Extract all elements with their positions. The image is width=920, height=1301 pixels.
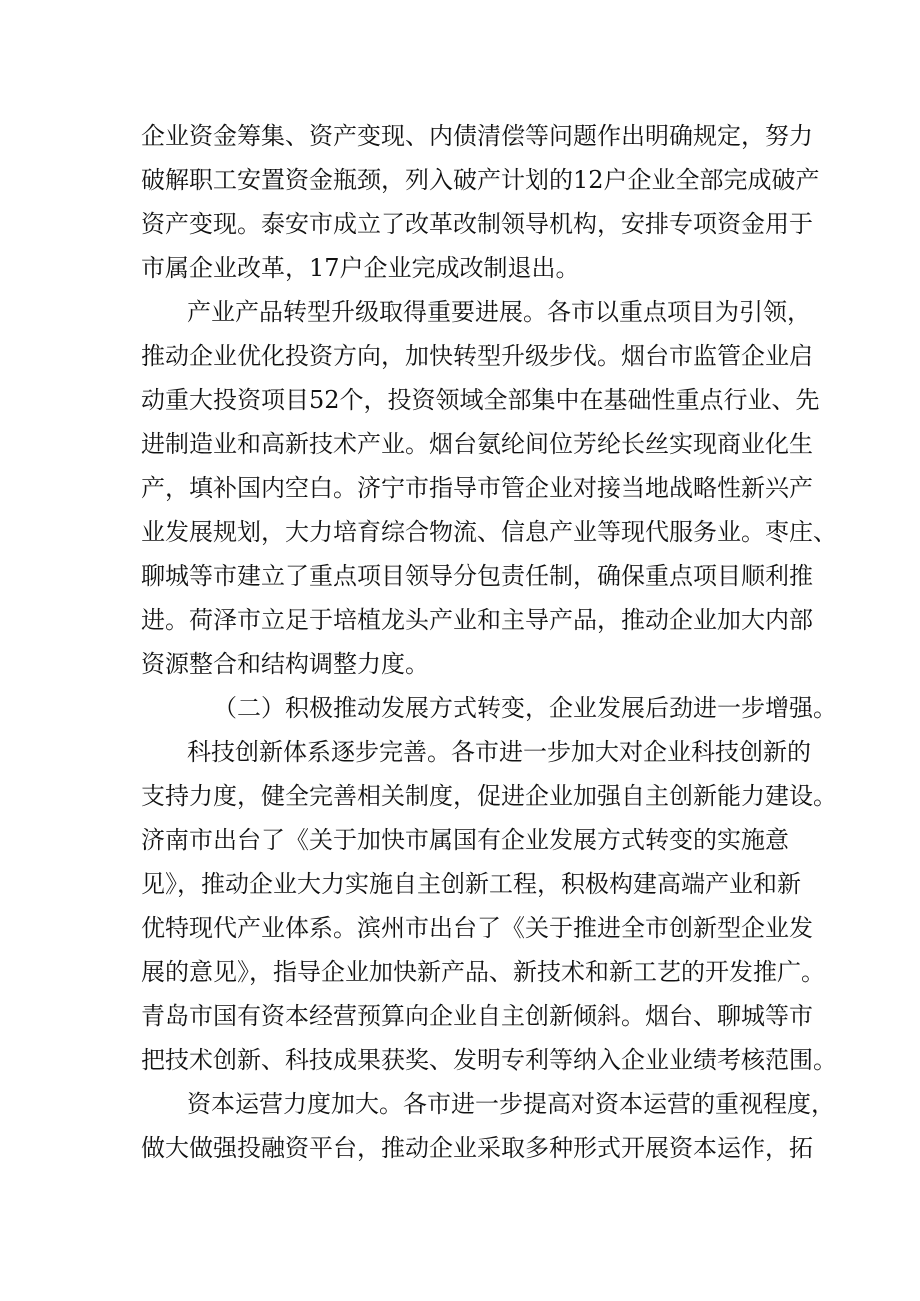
text-line: 破解职工安置资金瓶颈，列入破产计划的12户企业全部完成破产 [141, 166, 820, 194]
text-line: 见》，推动企业大力实施自主创新工程，积极构建高端产业和新 [141, 870, 801, 898]
text-line: 产，填补国内空白。济宁市指导市管企业对接当地战略性新兴产 [141, 474, 813, 502]
text-line: 资产变现。泰安市成立了改革改制领导机构，安排专项资金用于 [141, 210, 813, 238]
text-line: 展的意见》，指导企业加快新产品、新技术和新工艺的开发推广。 [141, 958, 825, 986]
text-line: 推动企业优化投资方向，加快转型升级步伐。烟台市监管企业启 [141, 342, 813, 370]
text-line: 支持力度，健全完善相关制度，促进企业加强自主创新能力建设。 [141, 782, 837, 810]
paragraph-first-line: 资本运营力度加大。各市进一步提高对资本运营的重视程度， [187, 1090, 835, 1118]
text-line: 进制造业和高新技术产业。烟台氨纶间位芳纶长丝实现商业化生 [141, 430, 813, 458]
text-line: 济南市出台了《关于加快市属国有企业发展方式转变的实施意 [141, 826, 789, 854]
paragraph-first-line: 科技创新体系逐步完善。各市进一步加大对企业科技创新的 [187, 738, 811, 766]
text-line: 聊城等市建立了重点项目领导分包责任制，确保重点项目顺利推 [141, 562, 813, 590]
text-line: 做大做强投融资平台，推动企业采取多种形式开展资本运作，拓 [141, 1134, 813, 1162]
section-heading: （二）积极推动发展方式转变，企业发展后劲进一步增强。 [213, 694, 837, 722]
text-line: 进。荷泽市立足于培植龙头产业和主导产品，推动企业加大内部 [141, 606, 813, 634]
text-line: 市属企业改革，17户企业完成改制退出。 [141, 254, 580, 282]
text-line: 企业资金筹集、资产变现、内债清偿等问题作出明确规定，努力 [141, 122, 813, 150]
text-line: 把技术创新、科技成果获奖、发明专利等纳入企业业绩考核范围。 [141, 1046, 837, 1074]
text-line: 资源整合和结构调整力度。 [141, 650, 429, 678]
text-line: 业发展规划，大力培育综合物流、信息产业等现代服务业。枣庄、 [141, 518, 837, 546]
paragraph-first-line: 产业产品转型升级取得重要进展。各市以重点项目为引领， [187, 298, 811, 326]
text-line: 青岛市国有资本经营预算向企业自主创新倾斜。烟台、聊城等市 [141, 1002, 813, 1030]
text-line: 优特现代产业体系。滨州市出台了《关于推进全市创新型企业发 [141, 914, 813, 942]
text-line: 动重大投资项目52个，投资领域全部集中在基础性重点行业、先 [141, 386, 820, 414]
